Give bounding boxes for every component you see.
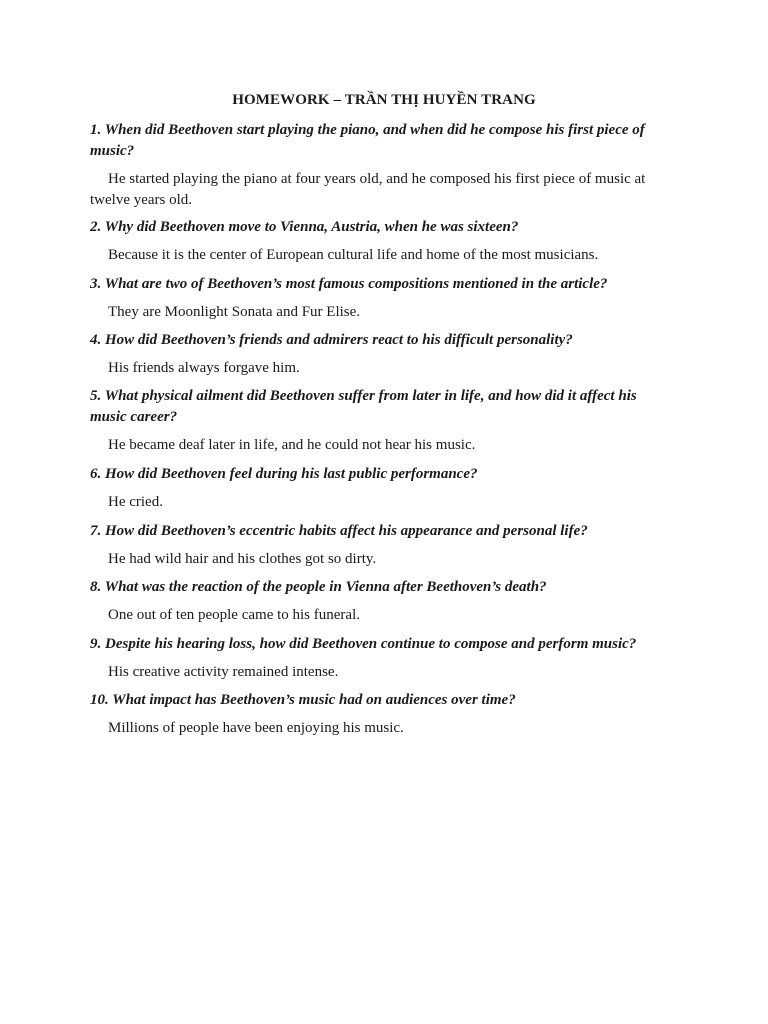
question-4: 4. How did Beethoven’s friends and admirers react to his difficult personality? xyxy=(90,332,573,348)
question-6: 6. How did Beethoven feel during his last public performance? xyxy=(90,466,478,482)
answer-3: They are Moonlight Sonata and Fur Elise. xyxy=(108,304,361,320)
answer-2: Because it is the center of European cultural life and home of the most musicians. xyxy=(108,247,599,263)
answer-1: He started playing the piano at four years old, and he composed his first piece of music at twelve years old. xyxy=(90,171,646,208)
qa-item-4 xyxy=(90,330,660,379)
question-1: 1. When did Beethoven start playing the piano, and when did he compose his first piece of music? xyxy=(90,122,645,159)
answer-9: His creative activity remained intense. xyxy=(108,664,339,680)
question-9: 9. Despite his hearing loss, how did Beethoven continue to compose and perform music? xyxy=(90,636,637,652)
qa-item-3 xyxy=(90,274,660,323)
answer-8: One out of ten people came to his funeral. xyxy=(108,607,360,623)
question-8: 8. What was the reaction of the people in Vienna after Beethoven’s death? xyxy=(90,579,547,595)
question-3: 3. What are two of Beethoven’s most famous compositions mentioned in the article? xyxy=(90,276,608,292)
qa-item-6 xyxy=(90,464,660,513)
question-10: 10. What impact has Beethoven’s music had on audiences over time? xyxy=(90,692,516,708)
document-title: HOMEWORK – TRẦN THỊ HUYỀN TRANG xyxy=(232,92,536,108)
question-7: 7. How did Beethoven’s eccentric habits affect his appearance and personal life? xyxy=(90,523,588,539)
question-2: 2. Why did Beethoven move to Vienna, Austria, when he was sixteen? xyxy=(90,219,519,235)
question-5: 5. What physical ailment did Beethoven suffer from later in life, and how did it affect his music career? xyxy=(90,388,637,425)
qa-item-9 xyxy=(90,634,660,683)
qa-item-10 xyxy=(90,690,660,739)
answer-10: Millions of people have been enjoying his music. xyxy=(108,720,404,736)
qa-item-8 xyxy=(90,577,660,626)
qa-item-7 xyxy=(90,521,660,570)
answer-7: He had wild hair and his clothes got so dirty. xyxy=(108,551,377,567)
qa-item-5 xyxy=(90,386,660,456)
qa-item-2 xyxy=(90,217,660,266)
answer-5: He became deaf later in life, and he could not hear his music. xyxy=(108,437,476,453)
answer-6: He cried. xyxy=(108,494,163,510)
qa-item-1 xyxy=(90,120,660,211)
answer-4: His friends always forgave him. xyxy=(108,360,300,376)
